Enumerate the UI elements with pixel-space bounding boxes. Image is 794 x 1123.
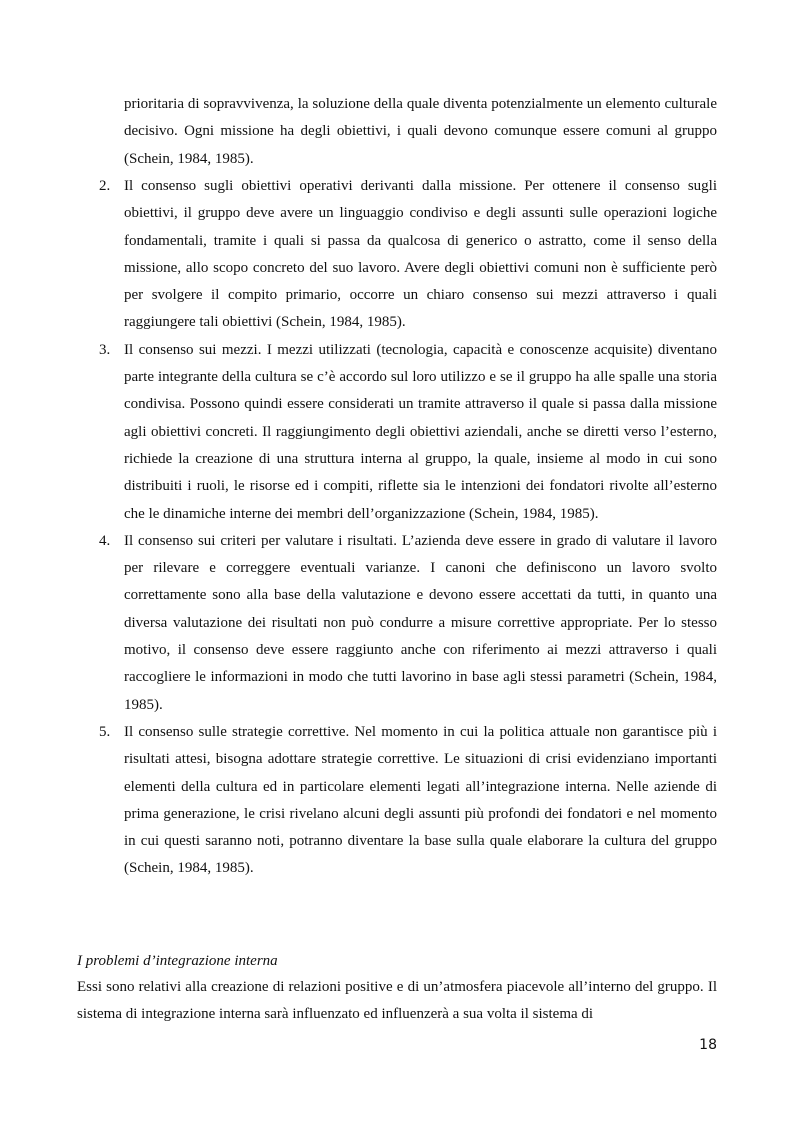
list-item xyxy=(77,173,717,337)
list-item-number: 2. xyxy=(99,178,111,194)
section-heading: I problemi d’integrazione interna xyxy=(77,953,278,969)
page-number: 18 xyxy=(699,1037,717,1053)
list-item-text: Il consenso sui mezzi. I mezzi utilizzati (tecnologia, capacità e conoscenze acquisite) diventano parte integrante della cultura se c’è accordo sul loro utilizzo e se il gruppo ha alle spalle una storia condivisa. Possono quindi essere considerati un tramite attraverso il quale si passa dalla missione agli obiettivi concreti. Il raggiungimento degli obiettivi aziendali, anche se diretti verso l’esterno, richiede la creazione di una struttura interna al gruppo, la quale, insieme al modo in cui sono distribuiti i ruoli, le risorse ed i compiti, riflette sia le intenzioni dei fondatori rivolte all’esterno che le dinamiche interne dei membri dell’organizzazione (Schein, 1984, 1985). xyxy=(124,341,717,522)
list-item-text: Il consenso sugli obiettivi operativi derivanti dalla missione. Per ottenere il consenso sugli obiettivi, il gruppo deve avere un linguaggio condiviso e degli assunti sulle operazioni logiche fondamentali, tramite i quali si passa da qualcosa di generico o astratto, come il senso della missione, allo scopo concreto del suo lavoro. Avere degli obiettivi comuni non è sufficiente però per svolgere il compito primario, occorre un chiaro consenso sui mezzi attraverso i quali raggiungere tali obiettivi (Schein, 1984, 1985). xyxy=(124,178,717,331)
continuation-paragraph: prioritaria di sopravvivenza, la soluzione della quale diventa potenzialmente un elemento culturale decisivo. Ogni missione ha degli obiettivi, i quali devono comunque essere comuni al gruppo (Schein, 1984, 1985). xyxy=(124,96,717,167)
list-item xyxy=(77,719,717,883)
section-paragraph: Essi sono relativi alla creazione di relazioni positive e di un’atmosfera piacevole all’interno del gruppo. Il sistema di integrazione interna sarà influenzato ed influenzerà a sua volta il sistema di xyxy=(77,979,717,1023)
list-item-text: Il consenso sulle strategie correttive. Nel momento in cui la politica attuale non garantisce più i risultati attesi, bisogna adottare strategie correttive. Le situazioni di crisi evidenziano importanti elementi della cultura ed in particolare elementi legati all’integrazione interna. Nelle aziende di prima generazione, le crisi rivelano alcuni degli assunti più profondi dei fondatori e nel momento in cui questi saranno noti, potranno diventare la base sulla quale elaborare la cultura del gruppo (Schein, 1984, 1985). xyxy=(124,723,717,877)
numbered-list xyxy=(77,173,717,883)
list-item-text: Il consenso sui criteri per valutare i risultati. L’azienda deve essere in grado di valutare il lavoro per rilevare e correggere eventuali varianze. I canoni che definiscono un lavoro svolto correttamente sono alla base della valutazione e devono essere accettati da tutti, in quanto una diversa valutazione dei risultati non può condurre a misure correttive appropriate. Per lo stesso motivo, il consenso deve essere raggiunto anche con riferimento ai mezzi attraverso i quali raccogliere le informazioni in modo che tutti lavorino in base agli stessi parametri (Schein, 1984, 1985). xyxy=(124,532,717,713)
list-item-number: 3. xyxy=(99,341,111,358)
list-item-number: 4. xyxy=(99,532,111,549)
list-item xyxy=(77,528,717,719)
list-item-number: 5. xyxy=(99,723,111,740)
list-item xyxy=(77,337,717,528)
